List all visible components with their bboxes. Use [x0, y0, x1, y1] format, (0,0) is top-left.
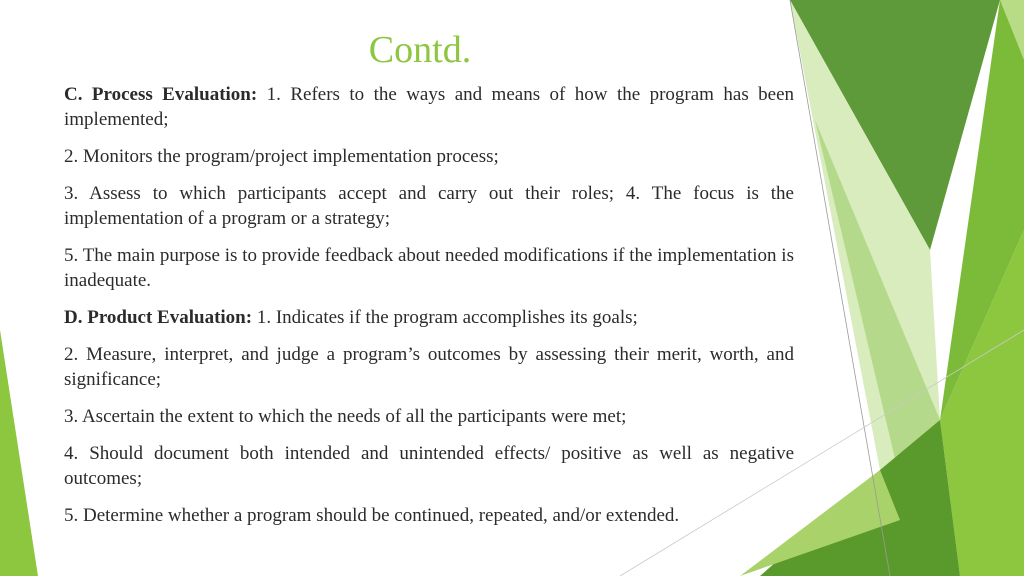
paragraph: 2. Measure, interpret, and judge a program’s outcomes by assessing their merit, worth, and significance;: [64, 344, 794, 390]
paragraph: 3. Ascertain the extent to which the needs of all the participants were met;: [64, 406, 627, 427]
facet-left: [0, 330, 38, 576]
slide-title: Contd.: [368, 29, 472, 71]
paragraph: 5. Determine whether a program should be continued, repeated, and/or extended.: [64, 505, 680, 526]
section-heading: D. Product Evaluation:: [64, 307, 253, 328]
paragraph: 2. Monitors the program/project implementation process;: [64, 146, 499, 167]
paragraph: 5. The main purpose is to provide feedback about needed modifications if the implementation is inadequate.: [64, 245, 794, 291]
paragraph: D. Product Evaluation: 1. Indicates if the program accomplishes its goals;: [64, 307, 638, 328]
paragraph: 4. Should document both intended and unintended effects/ positive as well as negative outcomes;: [64, 443, 794, 489]
section-heading: C. Process Evaluation:: [64, 84, 258, 105]
paragraph: C. Process Evaluation: 1. Refers to the ways and means of how the program has been implemented;: [64, 84, 795, 130]
slide-body: [64, 82, 794, 540]
paragraph: 3. Assess to which participants accept and carry out their roles; 4. The focus is the implementation of a program or a strategy;: [64, 183, 794, 229]
